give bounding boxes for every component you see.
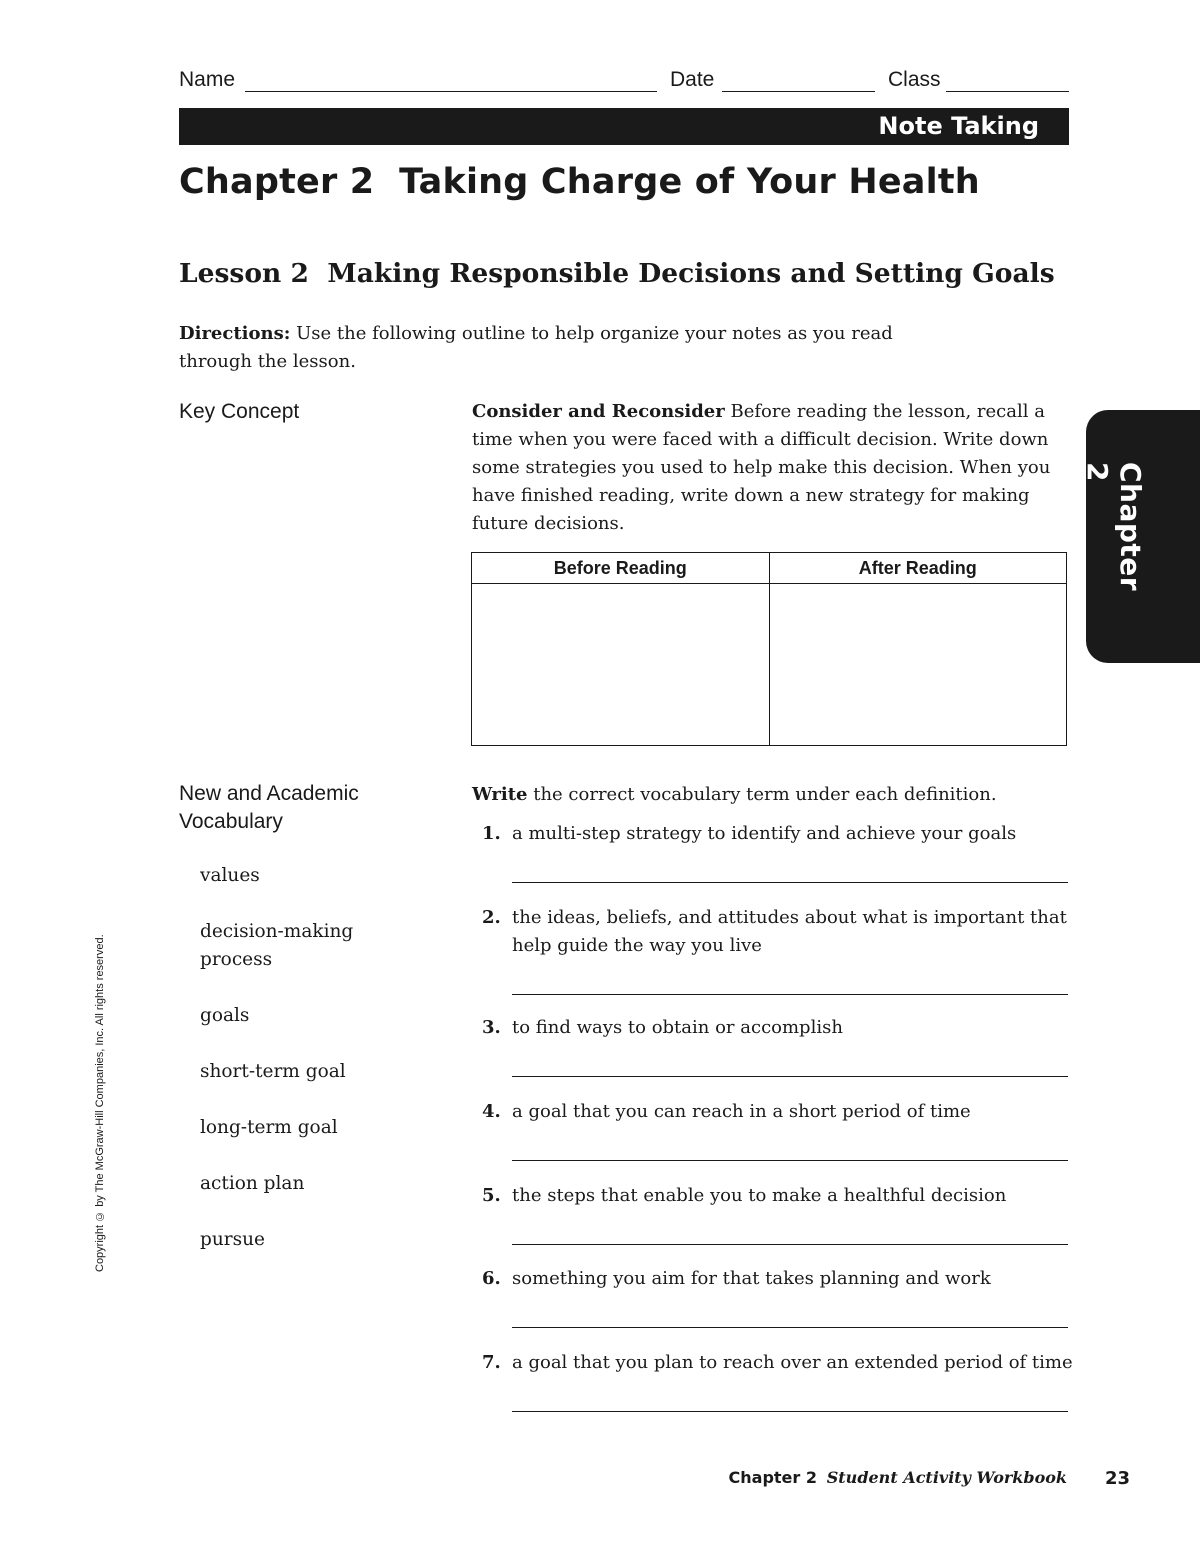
header-fields <box>179 68 1069 96</box>
directions <box>179 320 939 376</box>
lesson-title: Lesson 2 Making Responsible Decisions and Setting Goals <box>179 258 1055 289</box>
write-instruction-text: the correct vocabulary term under each definition. <box>527 784 997 805</box>
before-reading-header: Before Reading <box>472 553 770 584</box>
answer-line[interactable] <box>512 1244 1068 1245</box>
directions-text: Use the following outline to help organize your notes as you read through the lesson. <box>179 323 893 372</box>
vocab-term: goals <box>200 1005 250 1026</box>
note-taking-band <box>179 108 1069 145</box>
page-number: 23 <box>1104 1468 1130 1489</box>
answer-line[interactable] <box>512 1411 1068 1412</box>
vocab-term: long-term goal <box>200 1117 338 1138</box>
after-reading-cell[interactable] <box>769 584 1067 746</box>
before-after-table <box>471 552 1067 746</box>
vocab-term: decision-making process <box>200 921 354 970</box>
vocab-term: action plan <box>200 1173 305 1194</box>
answer-line[interactable] <box>512 1076 1068 1077</box>
answer-line[interactable] <box>512 882 1068 883</box>
chapter-title: Chapter 2 Taking Charge of Your Health <box>179 162 980 202</box>
vocabulary-heading-line1: New and Academic <box>179 782 359 805</box>
before-reading-cell[interactable] <box>472 584 770 746</box>
vocab-term: short-term goal <box>200 1061 346 1082</box>
class-line[interactable] <box>946 91 1069 92</box>
vocab-term: values <box>200 865 260 886</box>
definition-text: to find ways to obtain or accomplish <box>512 1017 843 1038</box>
copyright-notice: Copyright © by The McGraw-Hill Companies, Inc. All rights reserved. <box>94 934 106 1272</box>
definition-text: the steps that enable you to make a healthful decision <box>512 1185 1007 1206</box>
note-taking-label: Note Taking <box>878 112 1039 140</box>
after-reading-header: After Reading <box>769 553 1067 584</box>
definition-number: 5. <box>482 1185 501 1206</box>
vocab-term: pursue <box>200 1229 265 1250</box>
consider-paragraph <box>472 398 1062 538</box>
answer-line[interactable] <box>512 1327 1068 1328</box>
definition-number: 1. <box>482 823 501 844</box>
key-concept-heading: Key Concept <box>179 400 300 423</box>
definition-number: 2. <box>482 907 501 928</box>
footer-chapter: Chapter 2 <box>728 1468 817 1487</box>
answer-line[interactable] <box>512 1160 1068 1161</box>
page-footer <box>700 1468 1130 1496</box>
name-label: Name <box>179 68 236 91</box>
write-instruction <box>472 781 997 809</box>
vocabulary-heading-line2: Vocabulary <box>179 810 283 833</box>
definition-number: 4. <box>482 1101 501 1122</box>
definition-number: 3. <box>482 1017 501 1038</box>
answer-line[interactable] <box>512 994 1068 995</box>
chapter-side-tab-label: Chapter 2 <box>1081 462 1147 592</box>
definition-text: a goal that you can reach in a short period of time <box>512 1101 971 1122</box>
definition-text: a multi-step strategy to identify and achieve your goals <box>512 823 1017 844</box>
consider-text: Before reading the lesson, recall a time when you were faced with a difficult decision. Write down some strategies you used to help make this decision. When you have finished reading, write down a new strategy for making future decisions. <box>472 401 1051 534</box>
definition-number: 6. <box>482 1268 501 1289</box>
vocabulary-heading <box>179 780 359 836</box>
definition-number: 7. <box>482 1352 501 1373</box>
footer-book-title: Student Activity Workbook <box>826 1468 1067 1487</box>
date-line[interactable] <box>722 91 875 92</box>
class-label: Class <box>888 68 941 91</box>
directions-label: Directions: <box>179 323 291 344</box>
definition-text: something you aim for that takes planning and work <box>512 1268 991 1289</box>
date-label: Date <box>670 68 715 91</box>
name-line[interactable] <box>245 91 657 92</box>
definition-text: the ideas, beliefs, and attitudes about what is important that help guide the way you live <box>512 907 1067 956</box>
write-instruction-lead: Write <box>472 784 528 805</box>
consider-lead: Consider and Reconsider <box>472 401 725 422</box>
vocabulary-term-list <box>200 862 370 1282</box>
definition-text: a goal that you plan to reach over an extended period of time <box>512 1352 1073 1373</box>
